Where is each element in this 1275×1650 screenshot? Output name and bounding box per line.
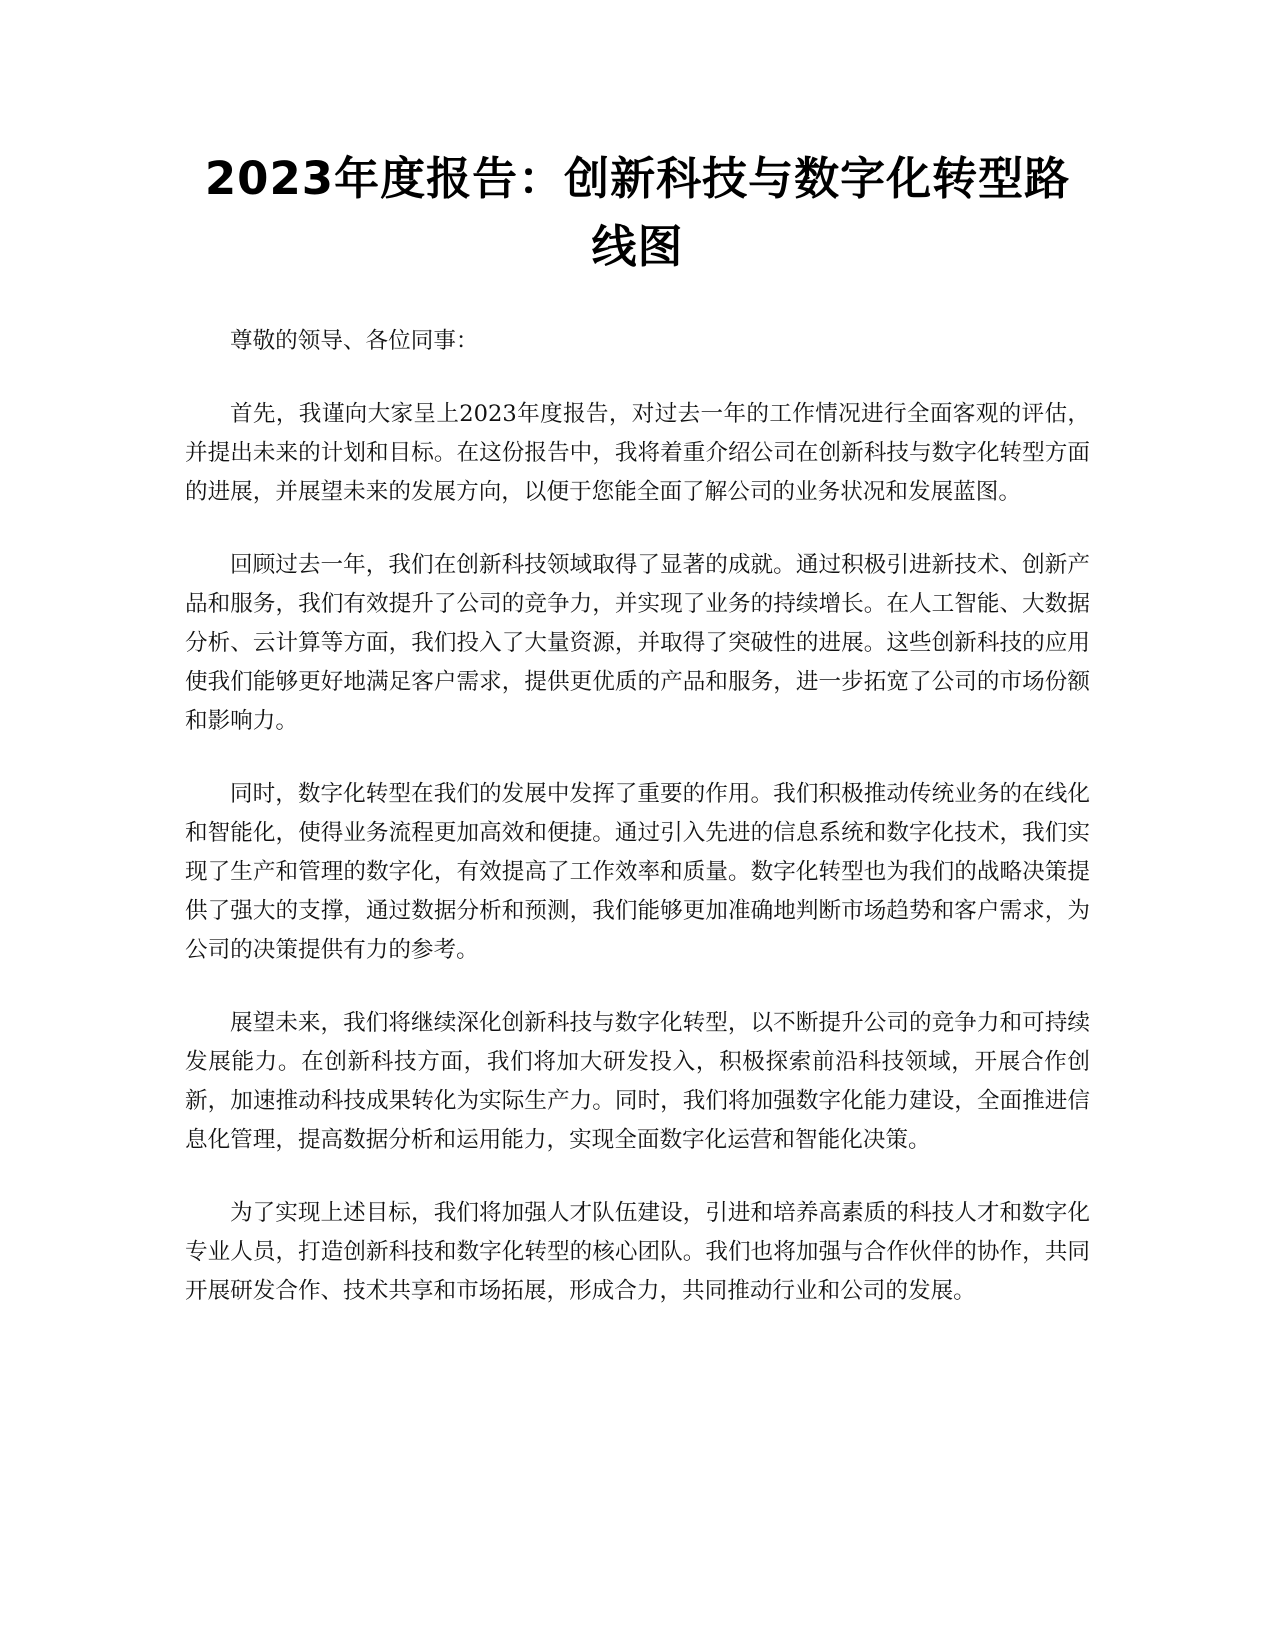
- paragraph-digital-transformation: 同时，数字化转型在我们的发展中发挥了重要的作用。我们积极推动传统业务的在线化和智能化，使得业务流程更加高效和便捷。通过引入先进的信息系统和数字化技术，我们实现了生产和管理的数字化，有效提高了工作效率和质量。数字化转型也为我们的战略决策提供了强大的支撑，通过数据分析和预测，我们能够更加准确地判断市场趋势和客户需求，为公司的决策提供有力的参考。: [185, 781, 1090, 963]
- paragraph-outlook: 展望未来，我们将继续深化创新科技与数字化转型，以不断提升公司的竞争力和可持续发展能力。在创新科技方面，我们将加大研发投入，积极探索前沿科技领域，开展合作创新，加速推动科技成果转化为实际生产力。同时，我们将加强数字化能力建设，全面推进信息化管理，提高数据分析和运用能力，实现全面数字化运营和智能化决策。: [185, 1010, 1090, 1153]
- document-title: 2023年度报告：创新科技与数字化转型路线图: [204, 152, 1071, 273]
- paragraph-talent: 为了实现上述目标，我们将加强人才队伍建设，引进和培养高素质的科技人才和数字化专业人员，打造创新科技和数字化转型的核心团队。我们也将加强与合作伙伴的协作，共同开展研发合作、技术共享和市场拓展，形成合力，共同推动行业和公司的发展。: [185, 1200, 1090, 1304]
- greeting-line: 尊敬的领导、各位同事：: [230, 328, 479, 354]
- paragraph-intro: 首先，我谨向大家呈上2023年度报告，对过去一年的工作情况进行全面客观的评估，并提出未来的计划和目标。在这份报告中，我将着重介绍公司在创新科技与数字化转型方面的进展，并展望未来的发展方向，以便于您能全面了解公司的业务状况和发展蓝图。: [185, 401, 1090, 505]
- paragraph-review: 回顾过去一年，我们在创新科技领域取得了显著的成就。通过积极引进新技术、创新产品和服务，我们有效提升了公司的竞争力，并实现了业务的持续增长。在人工智能、大数据分析、云计算等方面，我们投入了大量资源，并取得了突破性的进展。这些创新科技的应用使我们能够更好地满足客户需求，提供更优质的产品和服务，进一步拓宽了公司的市场份额和影响力。: [185, 552, 1090, 734]
- document-body: [185, 322, 1090, 1345]
